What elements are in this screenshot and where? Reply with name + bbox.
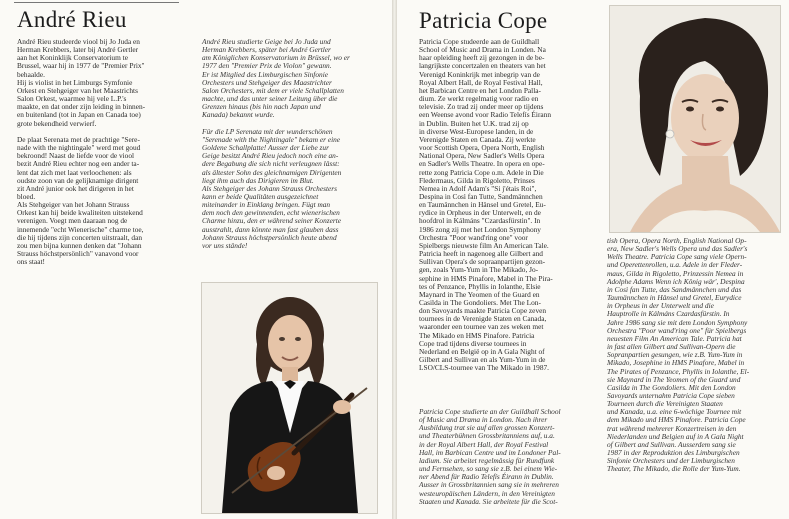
patricia-cope-german-text-b: tish Opera, Opera North, English National Op- era, New Sadler's Wells Opera und das Sadler's Wells Theatre. Patricia Cope sang viele Opern- und Operettenrollen, u.a. Adele in der Fleder- maus, Gilda in Rigoletto, Prinzessin Nemea in Adolphe Adams Wenn ich König wär', Despina in Così fan Tutte, das Sandmännchen und das Taumännchen in Hänsel und Gretel, Eurydice in Orpheus in der Unterwelt und die Hauptrolle in Kálmáns Czardasfürstin. In Jahre 1986 sang sie mit dem London Symphony Orchestra "Poor wand'ring one" für Spielbergs neuesten Film An American Tale. Patricia hat in fast allen Gilbert and Sullivan-Opern die Sopranpartien gesungen, wie z.B. Yum-Yum in Mikado, Josephine in HMS Pinafore, Mabel in The Pirates of Penzance, Phyllis in Iolanthe, El- sie Maynard in The Yeomen of the Guard und Casilda in The Gondoliers. Mit den London Savoyards unternahm Patricia Cope sieben Tourneen durch die Vereinigten Staaten und Kanada, u.a. eine 6-wöchige Tournee mit dem Mikado und HMS Pinafore. Patricia Cope trat während mehrerer Konzertreisen in den Niederlanden und Belgien auf in A Gala Night of Gilbert and Sullivan. Ausserdem sang sie 1987 in der Reproduktion des Limburgischen Sinfonie Orchesters und der Limburgischen Theater, The Mikado, die Rolle der Yum-Yum. [607,236,750,474]
top-rule [14,2,179,3]
patricia-cope-dutch-text: Patricia Cope studeerde aan de Guildhall School of Music and Drama in Londen. Na haar opleiding heeft zij gezongen in de be- langrijkste concertzalen en theaters van het Verenigd Koninkrijk met inbegrip van de Royal Albert Hall, de Royal Festival Hall, het Barbican Centre en het London Palla- dium. Ze werkt regelmatig voor radio en televisie. Zo trad zij onder meer op tijdens een Weense avond voor Radio Telefís Éirann in Dublin. Buiten het U.K. trad zij op in diverse West-Europese landen, in de Verenigde Staten en Canada. Zij werkte voor Scottish Opera, Opera North, English National Opera, New Sadler's Wells Opera en Sadler's Wells Theatre. In opera en ope- rette zong Patricia Cope o.m. Adele in Die Fledermaus, Gilda in Rigoletto, Prinses Nemea in Adolf Adam's "Si j'étais Roi", Despina in Così fan Tutte, Sandmännchen en Taumännchen in Hänsel und Gretel, Eu- rydice in Orpheus in der Unterwelt, en de hoofdrol in Kálmáns "Czardasfürstin". In 1986 zong zij met het London Symphony Orchestra "Poor wand'ring one" voor Spielbergs nieuwste film An American Tale. Patricia heeft in nagenoeg alle Gilbert and Sullivan Opera's de sopraanpartijen gezon- gen, zoals Yum-Yum in The Mikado, Jo- sephine in HMS Pinafore, Mabel in The Pira- tes of Penzance, Phyllis in Iolanthe, Elsie Maynard in The Yeomen of the Guard en Casilda in The Gondoliers. Met The Lon- don Savoyards maakte Patricia Cope zeven tournees in de Verenigde Staten en Canada, waaronder een tournee van zes weken met The Mikado en HMS Pinafore. Patricia Cope trad tijdens diverse tournees in Nederland en België op in A Gala Night of Gilbert and Sullivan en als Yum-Yum in de LSO/CLS-tournee van The Mikado in 1987. [419,37,553,373]
andre-rieu-german-text: André Rieu studierte Geige bei Jo Juda und Herman Krebbers, später bei André Gertler am Königlichen Konservatorium in Brüssel, wo er 1977 den "Premier Prix de Violon" gewann. Er ist Mitglied des Limburgischen Sinfonie Orchesters und Stehgeiger des Maastrichter Salon Orchesters, mit dem er viele Schallplatten machte, und das unter seiner Leitung über die Grenzen hinaus (bis hin nach Japan und Kanada) bekannt wurde. Für die LP Serenata mit der wunderschönen "Serenade with the Nightingale" bekam er eine Goldene Schallplatte! Ausser der Liebe zur Geige besitzt André Rieu jedoch noch eine an- dere Begabung die sich nicht verleugnen lässt: als ältester Sohn des gleichnamigen Dirigenten liegt ihm auch das Dirigieren im Blut. Als Stehgeiger des Johann Strauss Orchesters kann er beide Qualitäten ausgezeichnet miteinander in Einklang bringen. Fügt man dem noch den gewinnenden, echt wienerischen Charme hinzu, den er während seiner Konzerte ausstrahlt, dann könnte man fast glauben dass Johann Strauss höchstpersönlich heute abend vor uns stände! [202,37,350,250]
violinist-portrait [202,283,377,513]
patricia-cope-title: Patricia Cope [419,8,548,33]
patricia-cope-photo [609,5,781,233]
singer-portrait [610,6,780,232]
andre-rieu-dutch-text: André Rieu studeerde viool bij Jo Juda en Herman Krebbers, later bij André Gertler aan het Koninklijk Conservatorium te Brussel, waar hij in 1977 de "Premier Prix" behaalde. Hij is violist in het Limburgs Symfonie Orkest en Stehgeiger van het Maastrichts Salon Orkest, waarmee hij vele L.P.'s maakte, en dat onder zijn leiding in binnen- en buitenland (tot in Japan en Canada toe) grote bekendheid verwierf. De plaat Serenata met de prachtige "Sere- nade with the nightingale" werd met goud bekroond! Naast de liefde voor de viool bezit André Rieu echter nog een ander ta- lent dat zich met laat verloochenen: als oudste zoon van de gelijknamige dirigent zit André junior ook het dirigeren in het bloed. Als Stehgeiger van het Johann Strauss Orkest kan hij beide kwaliteiten uitstekend verenigen. Voegt men daaraan nog de innemende "echt Wienerische" charme toe, die hij tijdens zijn concerten uitstraalt, dan zou men bijna kunnen denken dat "Johann Strauss höchstpersönlich" vanavond voor ons staat! [17,37,146,267]
right-page [397,0,789,519]
andre-rieu-photo [201,282,378,514]
left-page [0,0,392,519]
patricia-cope-german-text-a: Patricia Cope studierte an der Guildhall School of Music and Drama in London. Nach ihrer Ausbildung trat sie auf allen grossen Konzert- und Theaterbühnen Grossbritanniens auf, u.a. in der Royal Albert Hall, der Royal Festival Hall, im Barbican Centre und im Londoner Pal- ladium. Sie arbeitet regelmässig für Rundfunk und Fernsehen, so sang sie z.B. bei einem Wie- ner Abend für Radio Telefís Éirann in Dublin. Ausser in Grossbritannien sang sie in mehreren westeuropäischen Ländern, in den Vereinigten Staaten und Kanada. Sie arbeitete für die Scot- [419,407,561,506]
andre-rieu-title: André Rieu [17,7,127,32]
